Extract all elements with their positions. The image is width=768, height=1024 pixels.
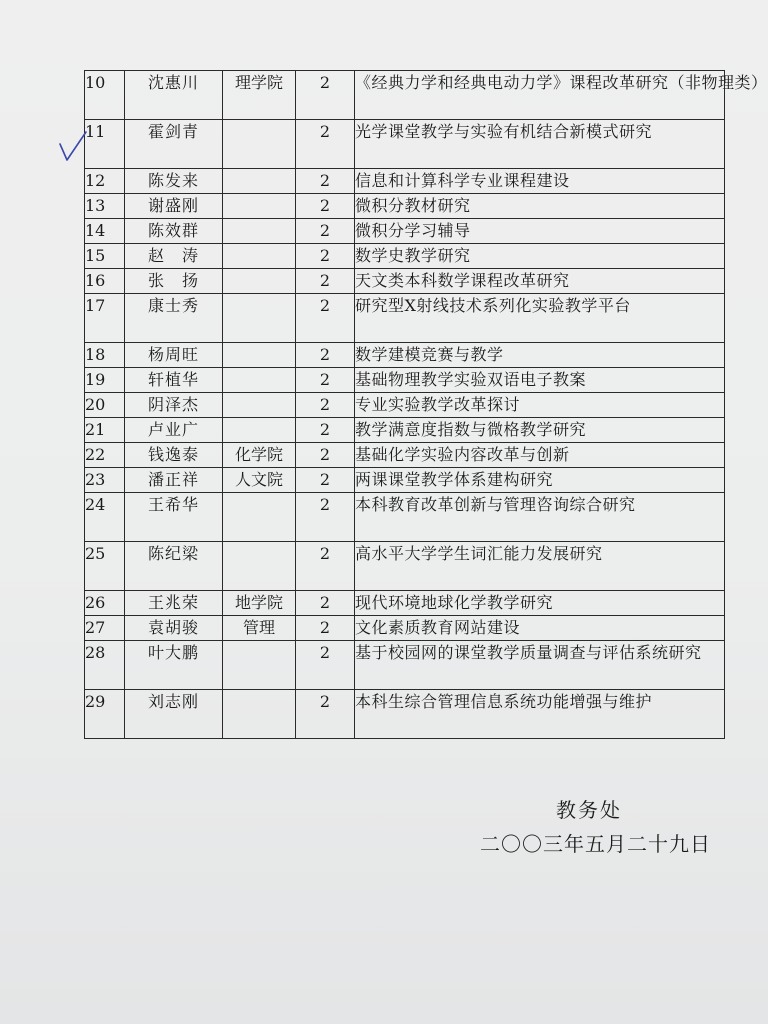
count-cell: 2 — [296, 120, 355, 169]
table-row — [85, 194, 725, 219]
project-title-cell: 两课课堂教学体系建构研究 — [355, 468, 725, 493]
table-row — [85, 616, 725, 641]
applicant-name-cell: 陈纪梁 — [125, 542, 223, 591]
project-table-body — [85, 71, 768, 739]
table-row — [85, 393, 725, 418]
department-cell — [223, 269, 296, 294]
row-number-cell: 19 — [85, 368, 125, 393]
row-number-cell: 23 — [85, 468, 125, 493]
applicant-name-cell: 卢业广 — [125, 418, 223, 443]
table-row — [85, 169, 725, 194]
row-number-cell: 15 — [85, 244, 125, 269]
count-cell: 2 — [296, 269, 355, 294]
count-cell: 2 — [296, 294, 355, 343]
row-number-cell: 18 — [85, 343, 125, 368]
department-cell — [223, 542, 296, 591]
row-number-cell: 14 — [85, 219, 125, 244]
count-cell: 2 — [296, 616, 355, 641]
applicant-name-cell: 赵 涛 — [125, 244, 223, 269]
project-title-cell: 教学满意度指数与微格教学研究 — [355, 418, 725, 443]
department-cell — [223, 169, 296, 194]
table-row — [85, 493, 725, 542]
row-number-cell: 26 — [85, 591, 125, 616]
project-title-cell: 高水平大学学生词汇能力发展研究 — [355, 542, 725, 591]
count-cell: 2 — [296, 368, 355, 393]
count-cell: 2 — [296, 418, 355, 443]
count-cell: 2 — [296, 690, 355, 739]
table-row — [85, 343, 725, 368]
row-number-cell: 25 — [85, 542, 125, 591]
applicant-name-cell: 张 扬 — [125, 269, 223, 294]
project-title-cell: 本科教育改革创新与管理咨询综合研究 — [355, 493, 725, 542]
department-cell — [223, 418, 296, 443]
project-title-cell: 专业实验教学改革探讨 — [355, 393, 725, 418]
table-row — [85, 542, 725, 591]
project-table — [84, 70, 768, 739]
row-number-cell: 28 — [85, 641, 125, 690]
table-row — [85, 418, 725, 443]
table-row — [85, 641, 725, 690]
department-cell — [223, 120, 296, 169]
row-number-cell: 10 — [85, 71, 125, 120]
applicant-name-cell: 刘志刚 — [125, 690, 223, 739]
project-title-cell: 基础物理教学实验双语电子教案 — [355, 368, 725, 393]
table-row — [85, 244, 725, 269]
table-row — [85, 443, 725, 468]
count-cell: 2 — [296, 443, 355, 468]
project-title-cell: 基于校园网的课堂教学质量调查与评估系统研究 — [355, 641, 725, 690]
applicant-name-cell: 谢盛刚 — [125, 194, 223, 219]
count-cell: 2 — [296, 641, 355, 690]
department-cell — [223, 343, 296, 368]
table-row — [85, 120, 725, 169]
project-title-cell: 基础化学实验内容改革与创新 — [355, 443, 725, 468]
count-cell: 2 — [296, 219, 355, 244]
table-row — [85, 690, 725, 739]
applicant-name-cell: 叶大鹏 — [125, 641, 223, 690]
project-title-cell: 数学建模竞赛与教学 — [355, 343, 725, 368]
department-cell: 化学院 — [223, 443, 296, 468]
row-number-cell: 27 — [85, 616, 125, 641]
row-number-cell: 20 — [85, 393, 125, 418]
row-number-cell: 11 — [85, 120, 125, 169]
department-cell: 理学院 — [223, 71, 296, 120]
row-number-cell: 12 — [85, 169, 125, 194]
table-row — [85, 71, 725, 120]
department-cell: 人文院 — [223, 468, 296, 493]
applicant-name-cell: 杨周旺 — [125, 343, 223, 368]
applicant-name-cell: 霍剑青 — [125, 120, 223, 169]
project-title-cell: 本科生综合管理信息系统功能增强与维护 — [355, 690, 725, 739]
count-cell: 2 — [296, 468, 355, 493]
applicant-name-cell: 袁胡骏 — [125, 616, 223, 641]
row-number-cell: 22 — [85, 443, 125, 468]
count-cell: 2 — [296, 591, 355, 616]
applicant-name-cell: 陈效群 — [125, 219, 223, 244]
applicant-name-cell: 轩植华 — [125, 368, 223, 393]
count-cell: 2 — [296, 194, 355, 219]
count-cell: 2 — [296, 393, 355, 418]
project-title-cell: 微积分学习辅导 — [355, 219, 725, 244]
count-cell: 2 — [296, 343, 355, 368]
project-title-cell: 微积分教材研究 — [355, 194, 725, 219]
row-number-cell: 21 — [85, 418, 125, 443]
project-title-cell: 天文类本科数学课程改革研究 — [355, 269, 725, 294]
applicant-name-cell: 钱逸泰 — [125, 443, 223, 468]
row-number-cell: 17 — [85, 294, 125, 343]
department-cell — [223, 641, 296, 690]
applicant-name-cell: 王兆荣 — [125, 591, 223, 616]
applicant-name-cell: 陈发来 — [125, 169, 223, 194]
table-row — [85, 294, 725, 343]
project-title-cell: 光学课堂教学与实验有机结合新模式研究 — [355, 120, 725, 169]
department-cell: 管理 — [223, 616, 296, 641]
department-cell — [223, 244, 296, 269]
department-cell — [223, 493, 296, 542]
count-cell: 2 — [296, 169, 355, 194]
table-row — [85, 219, 725, 244]
applicant-name-cell: 王希华 — [125, 493, 223, 542]
row-number-cell: 16 — [85, 269, 125, 294]
table-row — [85, 269, 725, 294]
department-cell: 地学院 — [223, 591, 296, 616]
count-cell: 2 — [296, 493, 355, 542]
checkmark-icon — [58, 130, 88, 162]
document-date: 二〇〇三年五月二十九日 — [480, 832, 711, 856]
applicant-name-cell: 康士秀 — [125, 294, 223, 343]
table-row — [85, 591, 725, 616]
count-cell: 2 — [296, 71, 355, 120]
project-title-cell: 《经典力学和经典电动力学》课程改革研究（非物理类） — [355, 71, 725, 120]
department-cell — [223, 294, 296, 343]
department-cell — [223, 219, 296, 244]
project-title-cell: 文化素质教育网站建设 — [355, 616, 725, 641]
department-cell — [223, 194, 296, 219]
count-cell: 2 — [296, 244, 355, 269]
applicant-name-cell: 沈惠川 — [125, 71, 223, 120]
project-title-cell: 现代环境地球化学教学研究 — [355, 591, 725, 616]
row-number-cell: 13 — [85, 194, 125, 219]
project-title-cell: 数学史教学研究 — [355, 244, 725, 269]
project-title-cell: 研究型X射线技术系列化实验教学平台 — [355, 294, 725, 343]
applicant-name-cell: 阴泽杰 — [125, 393, 223, 418]
table-row — [85, 368, 725, 393]
department-cell — [223, 690, 296, 739]
department-cell — [223, 368, 296, 393]
table-row — [85, 468, 725, 493]
department-cell — [223, 393, 296, 418]
row-number-cell: 29 — [85, 690, 125, 739]
applicant-name-cell: 潘正祥 — [125, 468, 223, 493]
project-title-cell: 信息和计算科学专业课程建设 — [355, 169, 725, 194]
signer-office: 教务处 — [556, 798, 622, 822]
count-cell: 2 — [296, 542, 355, 591]
row-number-cell: 24 — [85, 493, 125, 542]
